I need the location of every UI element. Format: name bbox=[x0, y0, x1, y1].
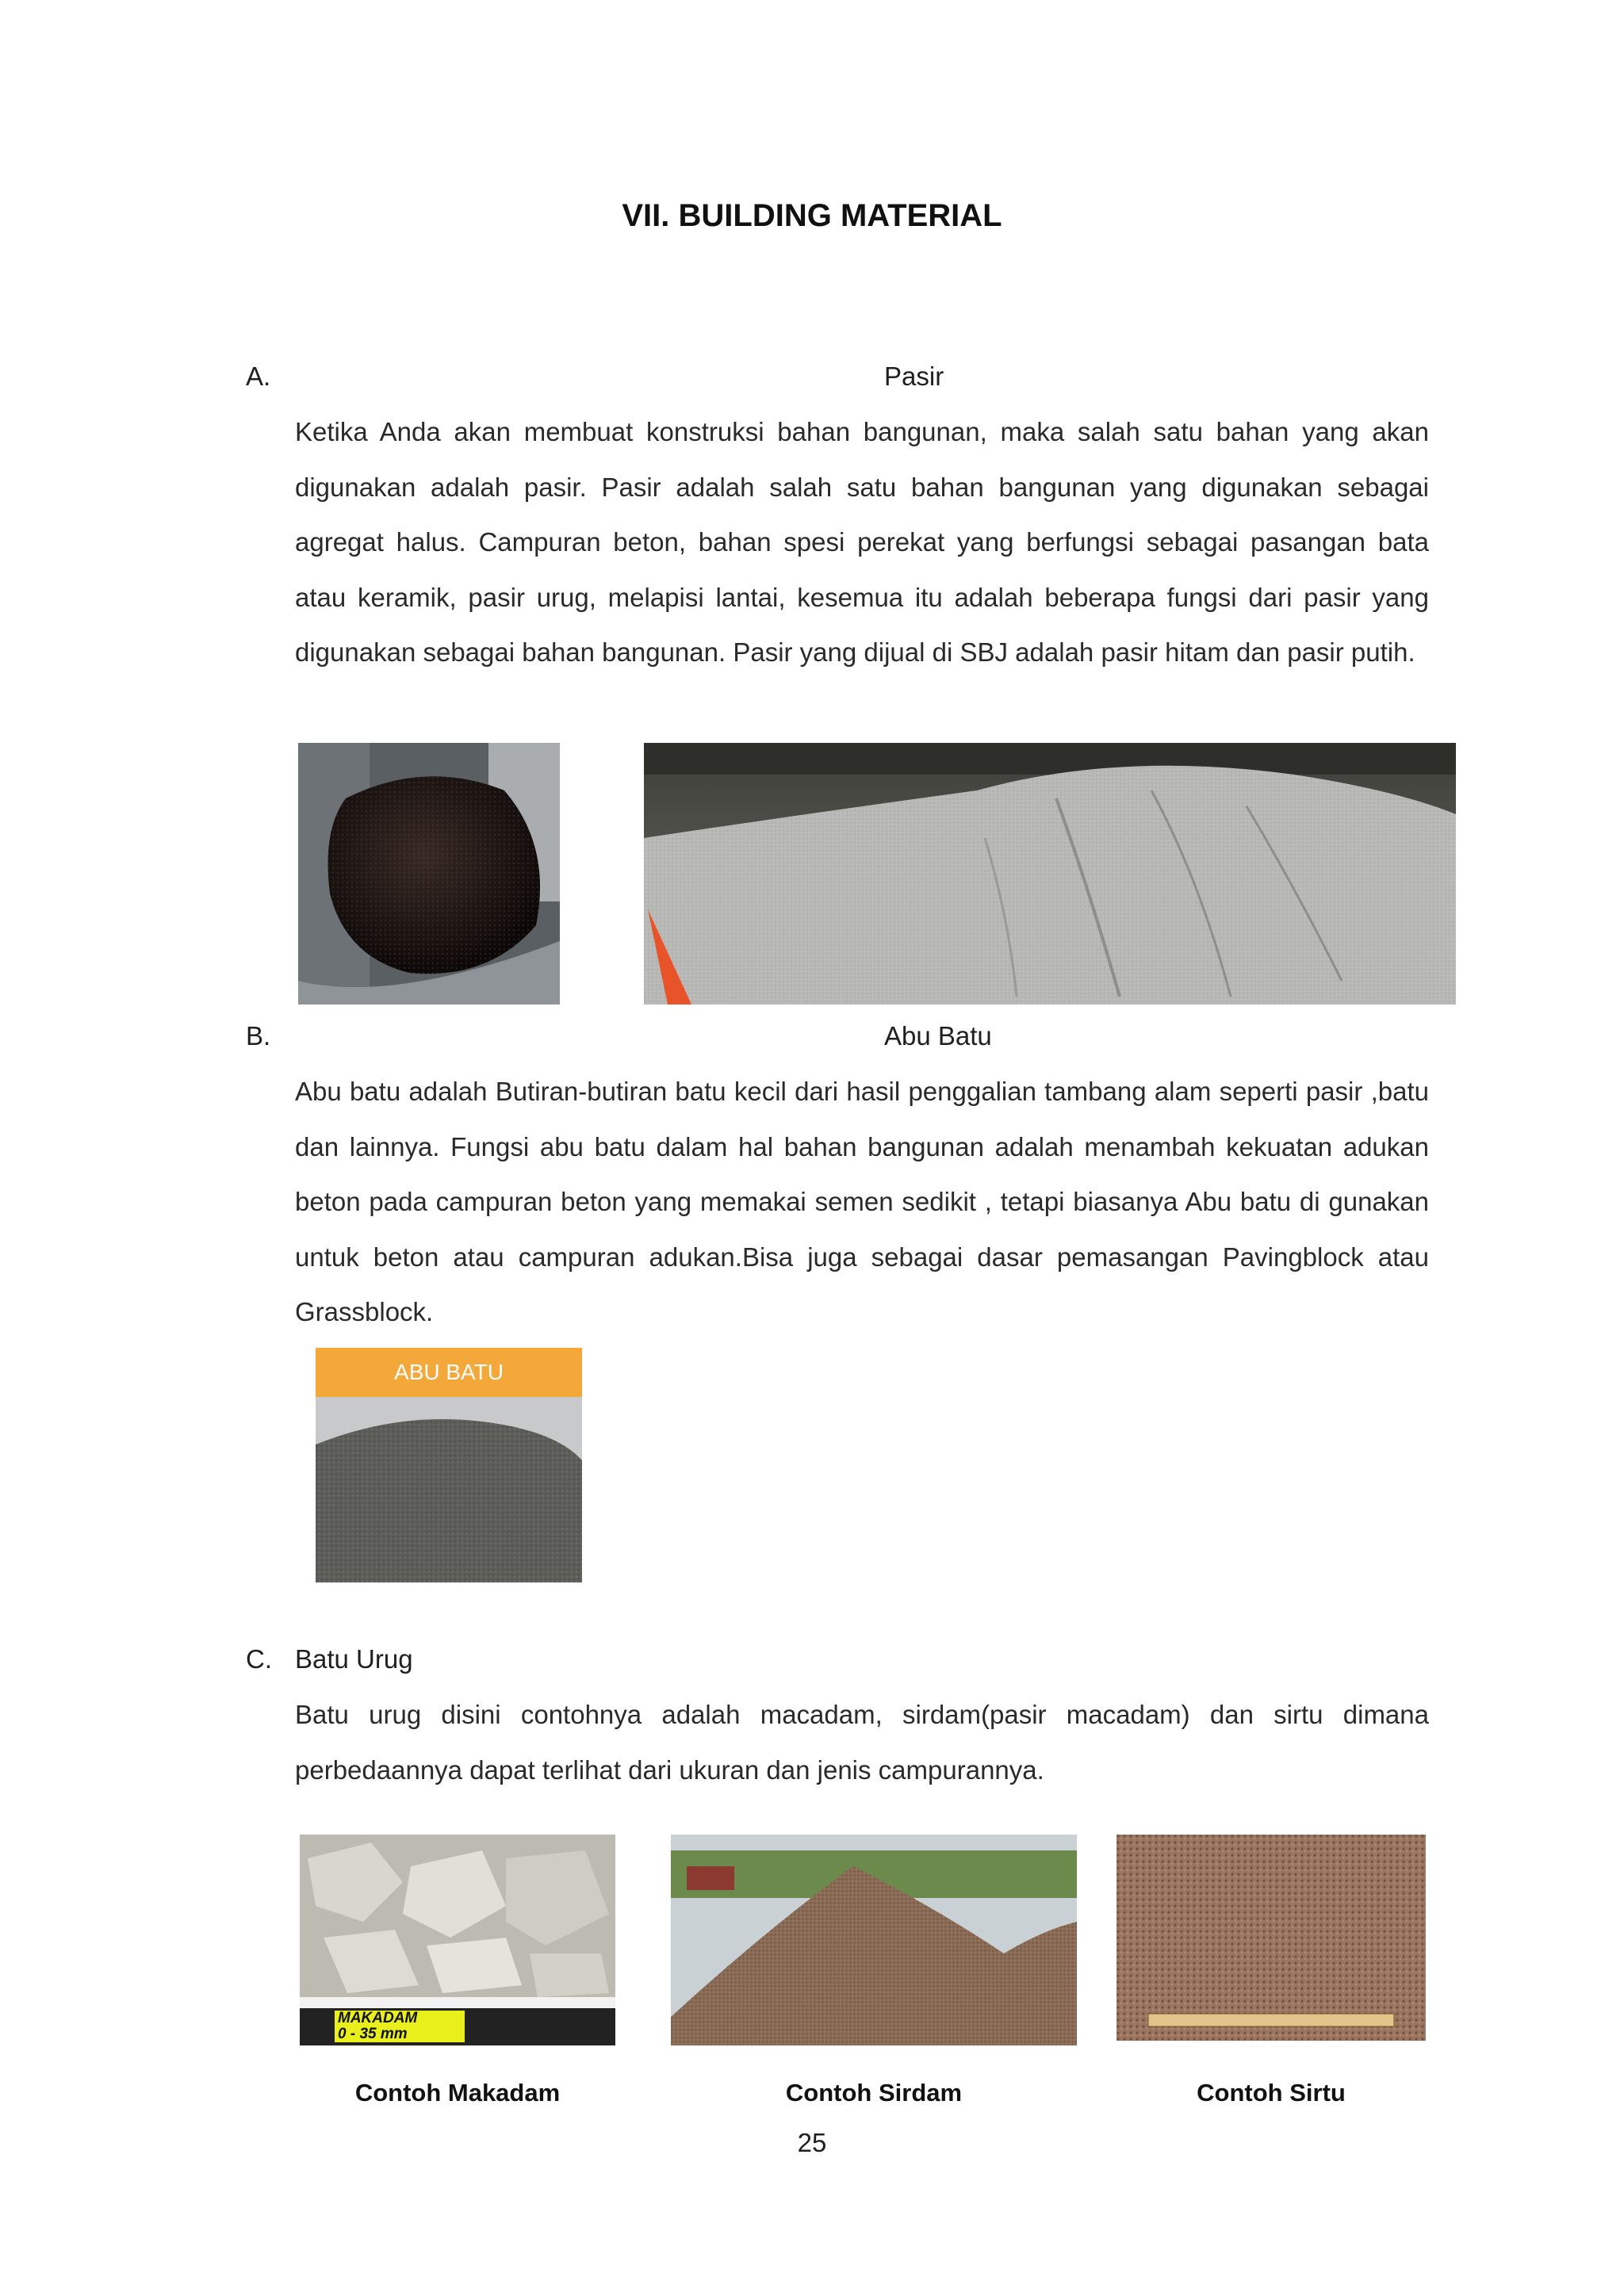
abu-batu-photo bbox=[316, 1348, 582, 1582]
sirdam-photo bbox=[671, 1835, 1077, 2045]
page-title: VII. BUILDING MATERIAL bbox=[622, 198, 1002, 233]
page-number: 25 bbox=[797, 2128, 827, 2157]
section-b-heading: Abu Batu bbox=[884, 1021, 992, 1050]
sirtu-photo bbox=[1116, 1835, 1426, 2041]
makadam-label-line1: MAKADAM bbox=[338, 2010, 418, 2026]
sand-pile-photo bbox=[644, 743, 1456, 1004]
section-a-letter: A. bbox=[246, 362, 271, 391]
caption-sirdam: Contoh Sirdam bbox=[785, 2079, 963, 2107]
section-a-heading: Pasir bbox=[884, 362, 944, 391]
section-c-body: Batu urug disini contohnya adalah macadam, sirdam(pasir macadam) dan sirtu dimana perbedaannya dapat terlihat dari ukuran dan jenis campurannya. bbox=[295, 1700, 1429, 1785]
makadam-photo bbox=[300, 1835, 615, 2045]
section-c-heading: Batu Urug bbox=[295, 1644, 413, 1674]
caption-sirtu: Contoh Sirtu bbox=[1197, 2079, 1346, 2107]
makadam-size-label bbox=[333, 2009, 466, 2044]
section-c-letter: C. bbox=[246, 1644, 272, 1674]
abu-batu-banner-label: ABU BATU bbox=[394, 1360, 504, 1384]
caption-makadam: Contoh Makadam bbox=[354, 2079, 561, 2107]
section-a-body: Ketika Anda akan membuat konstruksi bahan bangunan, maka salah satu bahan yang akan digunakan adalah pasir. Pasir adalah salah satu bahan bangunan yang digunakan sebagai agregat halus. Campuran beton, bahan spesi perekat yang berfungsi sebagai pasangan bata atau keramik, pasir urug, melapisi lantai, kesemua itu adalah beberapa fungsi dari pasir yang digunakan sebagai bahan bangunan. Pasir yang dijual di SBJ adalah pasir hitam dan pasir putih. bbox=[295, 417, 1429, 667]
black-sand-photo bbox=[298, 743, 560, 1004]
section-b-body: Abu batu adalah Butiran-butiran batu kecil dari hasil penggalian tambang alam seperti pasir ,batu dan lainnya. Fungsi abu batu dalam hal bahan bangunan adalah menambah kekuatan adukan beton pada campuran beton yang memakai semen sedikit , tetapi biasanya Abu batu di gunakan untuk beton atau campuran adukan.Bisa juga sebagai dasar pemasangan Pavingblock atau Grassblock. bbox=[295, 1077, 1429, 1326]
section-b-letter: B. bbox=[246, 1021, 271, 1050]
abu-batu-banner bbox=[316, 1348, 582, 1397]
makadam-label-line2: 0 - 35 mm bbox=[338, 2026, 408, 2042]
